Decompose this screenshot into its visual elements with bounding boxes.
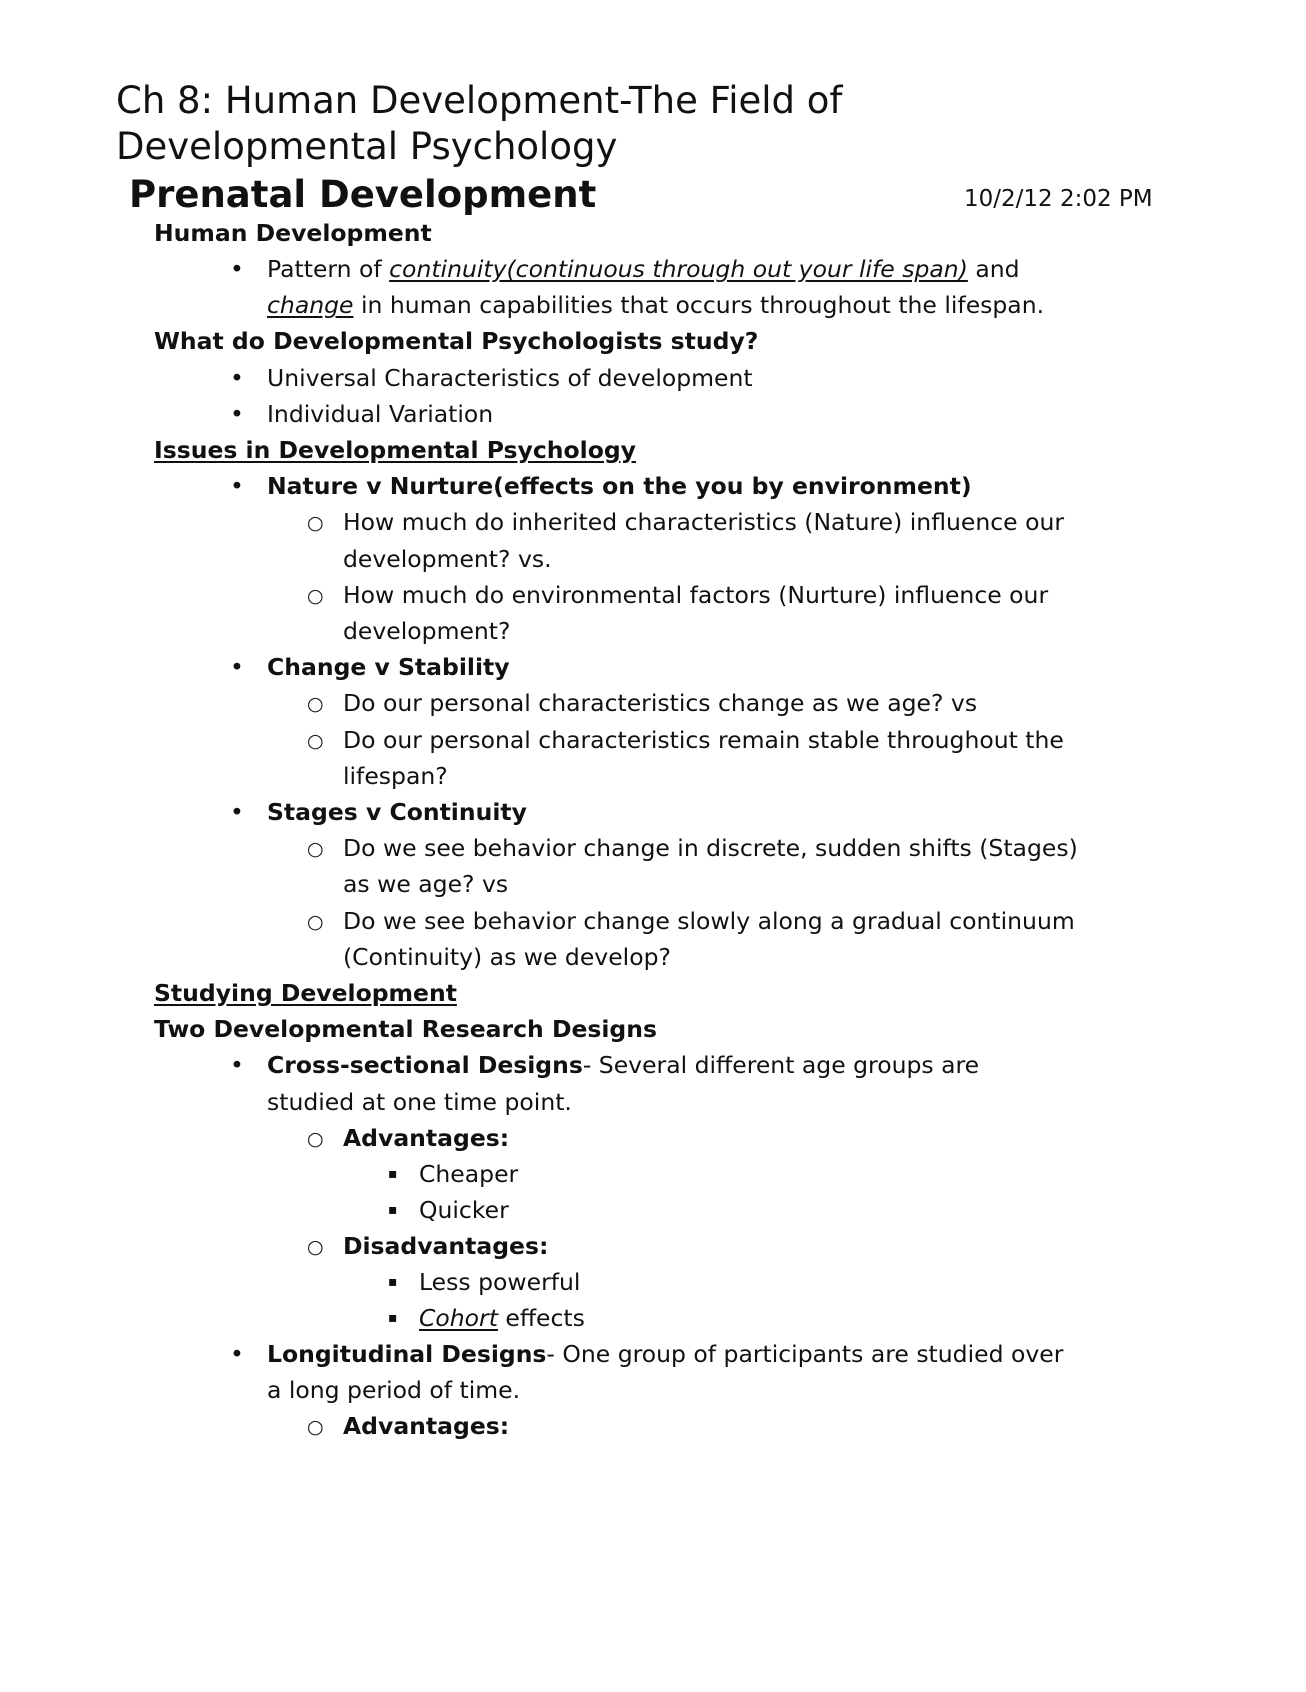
circle-bullet-icon: ○	[307, 512, 324, 534]
section-subheading-research-designs: Two Developmental Research Designs	[154, 1015, 657, 1043]
sub-sub-list-item: Quicker	[419, 1196, 509, 1224]
bullet-icon: •	[230, 798, 244, 826]
sub-list-item: Do our personal characteristics change as we age? vs	[343, 689, 978, 717]
bullet-icon: •	[230, 255, 244, 283]
text-fragment: effects	[497, 1304, 585, 1332]
section-heading-human-development: Human Development	[154, 219, 432, 247]
sub-list-item-continuation: as we age? vs	[343, 870, 509, 898]
square-bullet-icon: ▪	[388, 1310, 398, 1326]
title-line-1: Ch 8: Human Development-The Field of	[116, 79, 843, 122]
timestamp: 10/2/12 2:02 PM	[964, 186, 1153, 212]
term-longitudinal: Longitudinal Designs	[267, 1340, 547, 1368]
sub-list-item-continuation: development? vs.	[343, 545, 552, 573]
bullet-icon: •	[230, 653, 244, 681]
sub-sub-list-item: Cheaper	[419, 1160, 519, 1188]
sub-list-item: Do we see behavior change slowly along a gradual continuum	[343, 907, 1075, 935]
sub-list-item-disadvantages: Disadvantages:	[343, 1232, 549, 1260]
list-item-continuation: a long period of time.	[267, 1376, 521, 1404]
circle-bullet-icon: ○	[307, 838, 324, 860]
sub-list-item-continuation: (Continuity) as we develop?	[343, 943, 671, 971]
sub-list-item: Do our personal characteristics remain stable throughout the	[343, 726, 1064, 754]
list-item-continuation: studied at one time point.	[267, 1088, 572, 1116]
list-item	[267, 254, 1020, 284]
circle-bullet-icon: ○	[307, 730, 324, 752]
section-heading-studying: Studying Development	[154, 979, 457, 1007]
circle-bullet-icon: ○	[307, 585, 324, 607]
document-title	[116, 78, 1016, 170]
square-bullet-icon: ▪	[388, 1202, 398, 1218]
text-fragment: and	[967, 255, 1020, 283]
list-item-longitudinal	[267, 1339, 1063, 1369]
document-subtitle: Prenatal Development	[129, 173, 597, 216]
bullet-icon: •	[230, 1051, 244, 1079]
section-heading-what-study: What do Developmental Psychologists study?	[154, 327, 759, 355]
term-cohort: Cohort	[419, 1304, 498, 1332]
bullet-icon: •	[230, 364, 244, 392]
bullet-icon: •	[230, 400, 244, 428]
circle-bullet-icon: ○	[307, 911, 324, 933]
sub-list-item: Do we see behavior change in discrete, sudden shifts (Stages)	[343, 834, 1078, 862]
list-item-nature-nurture: Nature v Nurture(effects on the you by environment)	[267, 472, 972, 500]
circle-bullet-icon: ○	[307, 693, 324, 715]
circle-bullet-icon: ○	[307, 1236, 324, 1258]
list-item-cross-sectional	[267, 1050, 979, 1080]
sub-list-item-advantages: Advantages:	[343, 1412, 510, 1440]
text-fragment: - One group of participants are studied over	[546, 1340, 1064, 1368]
list-item-stages-continuity: Stages v Continuity	[267, 798, 527, 826]
term-continuity: continuity(continuous through out your life span)	[389, 255, 968, 283]
list-item: Individual Variation	[267, 400, 494, 428]
list-item-continuation	[267, 290, 1044, 320]
bullet-icon: •	[230, 1340, 244, 1368]
square-bullet-icon: ▪	[388, 1274, 398, 1290]
circle-bullet-icon: ○	[307, 1416, 324, 1438]
text-fragment: in human capabilities that occurs throughout the lifespan.	[353, 291, 1045, 319]
list-item: Universal Characteristics of development	[267, 364, 753, 392]
square-bullet-icon: ▪	[388, 1166, 398, 1182]
bullet-icon: •	[230, 472, 244, 500]
sub-list-item: How much do environmental factors (Nurture) influence our	[343, 581, 1049, 609]
list-item-change-stability: Change v Stability	[267, 653, 510, 681]
circle-bullet-icon: ○	[307, 1128, 324, 1150]
term-change: change	[267, 291, 354, 319]
sub-list-item-advantages: Advantages:	[343, 1124, 510, 1152]
sub-list-item-continuation: development?	[343, 617, 511, 645]
section-heading-issues: Issues in Developmental Psychology	[154, 436, 636, 464]
sub-sub-list-item	[419, 1303, 585, 1333]
title-line-2: Developmental Psychology	[116, 125, 618, 168]
term-cross-sectional: Cross-sectional Designs	[267, 1051, 583, 1079]
sub-sub-list-item: Less powerful	[419, 1268, 581, 1296]
text-fragment: Pattern of	[267, 255, 390, 283]
sub-list-item: How much do inherited characteristics (Nature) influence our	[343, 508, 1065, 536]
sub-list-item-continuation: lifespan?	[343, 762, 448, 790]
text-fragment: - Several different age groups are	[582, 1051, 980, 1079]
